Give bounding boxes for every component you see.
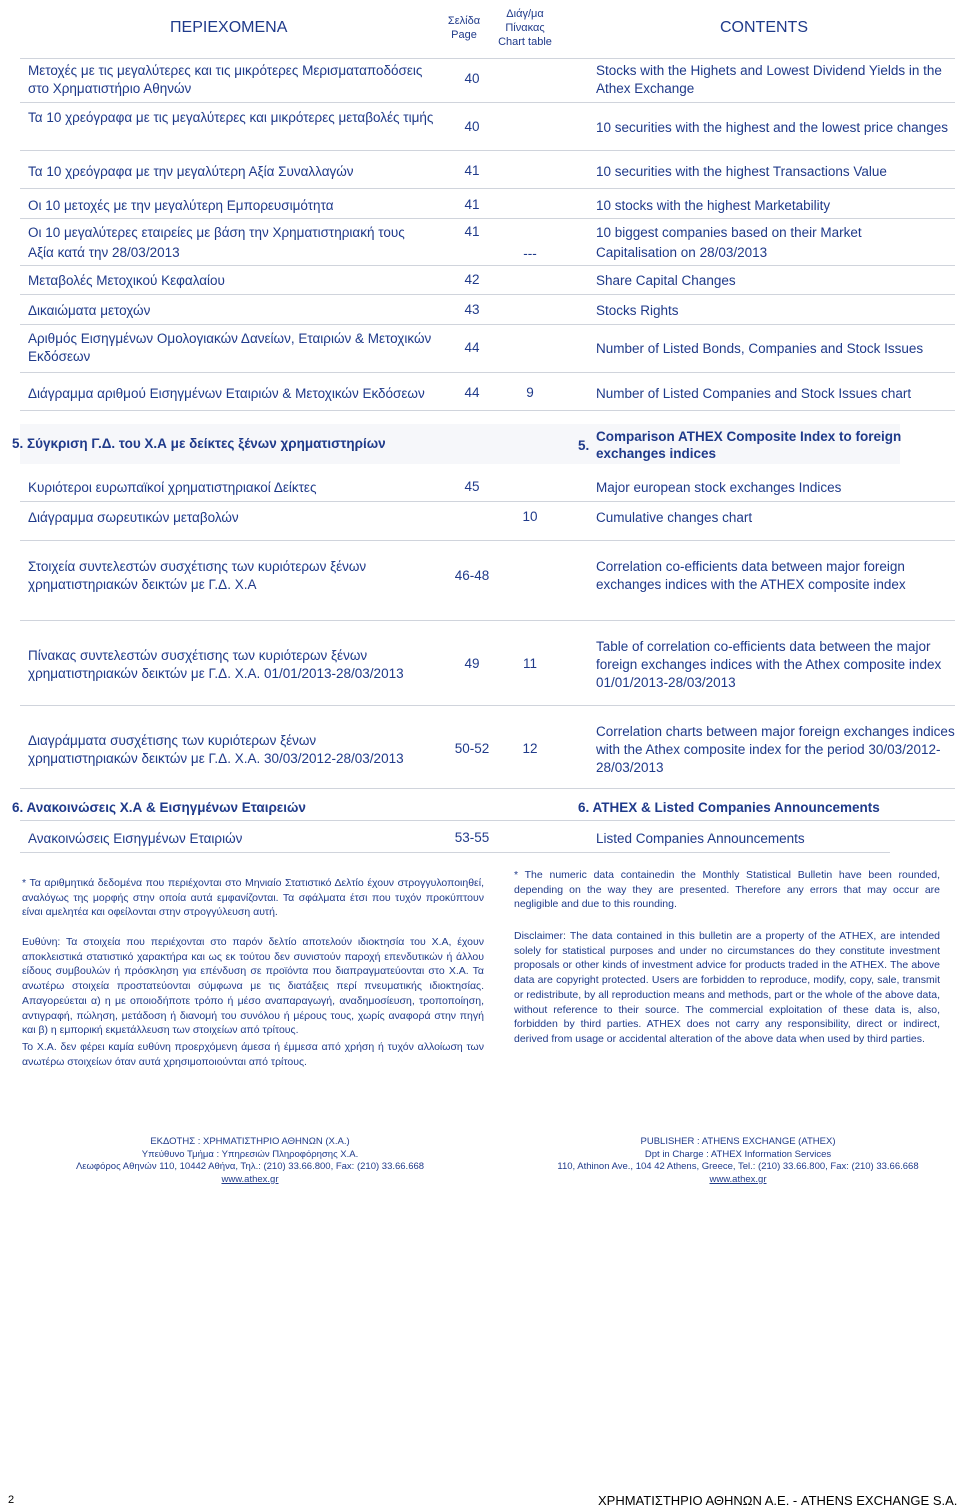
publisher-en-line2: Dpt in Charge : ATHEX Information Services xyxy=(644,1148,832,1160)
toc-row-gr: Κυριότεροι ευρωπαϊκοί χρηματιστηριακοί Δείκτες xyxy=(28,480,317,495)
toc-row-gr: Πίνακας συντελεστών συσχέτισης των κυριότερων ξένων χρηματιστηριακών δεικτών με Γ.Δ. Χ.Α. 01/01/2013-28/03/2013 xyxy=(28,648,404,681)
toc-row-en: Table of correlation co-efficients data between the major foreign exchanges indices with the Athex composite index 01/01/2013-28/03/2013 xyxy=(596,639,942,690)
row-rule xyxy=(20,265,955,266)
toc-row-chart: 9 xyxy=(526,385,534,400)
section-5-title-gr: 5. Σύγκριση Γ.Δ. του Χ.Α με δείκτες ξένων χρηματιστηρίων xyxy=(12,436,386,451)
toc-row-en: 10 biggest companies based on their Market xyxy=(596,225,862,240)
row-rule xyxy=(20,620,955,621)
toc-row-gr: Ανακοινώσεις Εισηγμένων Εταιριών xyxy=(28,831,243,846)
toc-row-gr: Διάγραμμα σωρευτικών μεταβολών xyxy=(28,510,239,525)
row-rule xyxy=(20,820,955,821)
toc-row-en: 10 securities with the highest Transactions Value xyxy=(596,164,887,179)
toc-row-gr: Τα 10 χρεόγραφα με τις μεγαλύτερες και μικρότερες μεταβολές τιμής xyxy=(28,110,434,125)
note-liability-gr: Το Χ.Α. δεν φέρει καμία ευθύνη προερχόμενη άμεσα ή έμμεσα από χρήση ή τυχόν αλλοίωση των ανωτέρω στοιχείων όταν αυτά χρησιμοποιούνται από τρίτους. xyxy=(22,1041,484,1068)
toc-row-chart: 11 xyxy=(522,656,537,671)
section-6-title-en: 6. ATHEX & Listed Companies Announcements xyxy=(578,800,880,815)
publisher-gr-line2: Υπεύθυνο Τμήμα : Υπηρεσιών Πληροφόρησης Χ.Α. xyxy=(141,1148,359,1160)
toc-row-en: 10 securities with the highest and the lowest price changes xyxy=(596,120,948,135)
chart-column-header-en: Chart table xyxy=(498,36,552,48)
toc-row-page: 41 xyxy=(464,163,480,178)
toc-row-gr: Δικαιώματα μετοχών xyxy=(28,303,151,318)
toc-row-page: 41 xyxy=(464,197,480,212)
toc-row-en: Capitalisation on 28/03/2013 xyxy=(596,245,768,260)
row-rule xyxy=(20,705,955,706)
publisher-gr xyxy=(40,1136,460,1186)
toc-row-en: 10 stocks with the highest Marketability xyxy=(596,198,831,213)
toc-row-chart: --- xyxy=(523,246,537,261)
toc-row-gr: Στοιχεία συντελεστών συσχέτισης των κυριότερων ξένων χρηματιστηριακών δεικτών με Γ.Δ. Χ.Α xyxy=(28,559,367,592)
section-6-title-gr: 6. Ανακοινώσεις Χ.Α & Εισηγμένων Εταιρειών xyxy=(12,800,306,815)
toc-row-en: Number of Listed Companies and Stock Issues chart xyxy=(596,386,912,401)
toc-row-page: 44 xyxy=(464,385,480,400)
toc-row-chart: 10 xyxy=(522,509,538,524)
row-rule xyxy=(20,540,955,541)
publisher-gr-line3: Λεωφόρος Αθηνών 110, 10442 Αθήνα, Τηλ.: (210) 33.66.800, Fax: (210) 33.66.668 xyxy=(75,1161,425,1172)
toc-row-page: 43 xyxy=(464,302,480,317)
toc-row-page: 45 xyxy=(464,479,480,494)
toc-row-page: 40 xyxy=(464,119,480,134)
row-rule xyxy=(20,294,955,295)
row-rule xyxy=(20,188,955,189)
page-column-header-en: Page xyxy=(451,29,477,41)
note-disclaimer-en: Disclaimer: The data contained in this bulletin are a property of the ATHEX, are intended solely for statistical purposes and under no circumstances do they constitute investment proposals or other kinds of investment advice for products traded in the ATHEX. The above data are copyright protected. Users are forbidden to reproduce, modify, copy, sale, transmit or redistribute, by all reproduction means and methods, part or the whole of the above data, without reference to their source. The commercial exploitation of these data is, also, forbidden by third parties. ATHEX does not carry any responsibility, direct or indirect, derived from usage or accidental alteration of the above data when used by third parties. xyxy=(514,930,940,1045)
toc-row-page: 46-48 xyxy=(454,568,490,583)
athex-link-en[interactable]: www.athex.gr xyxy=(709,1173,767,1185)
toc-row-page: 49 xyxy=(464,656,480,671)
page-column-header-gr: Σελίδα xyxy=(447,15,481,27)
toc-row-gr: Αριθμός Εισηγμένων Ομολογιακών Δανείων, Εταιριών & Μετοχικών Εκδόσεων xyxy=(28,331,432,364)
toc-row-gr: Οι 10 μετοχές με την μεγαλύτερη Εμπορευσιμότητα xyxy=(28,198,334,213)
row-rule xyxy=(20,218,955,219)
toc-row-page: 53-55 xyxy=(454,830,490,845)
toc-row-page: 41 xyxy=(464,224,480,239)
section-5-title-en: Comparison ATHEX Composite Index to foreign exchanges indices xyxy=(596,429,902,461)
toc-row-en: Share Capital Changes xyxy=(596,273,736,288)
toc-row-gr: Τα 10 χρεόγραφα με την μεγαλύτερη Αξία Συναλλαγών xyxy=(28,164,354,179)
note-rounding-gr: * Τα αριθμητικά δεδομένα που περιέχονται στο Μηνιαίο Στατιστικό Δελτίο έχουν στρογγυλοποιηθεί, αναλόγως της μορφής στην οποία αυτά εμφανίζονται. Τα σφάλματα έτσι που τυχόν προκύπτουν είναι αμελητέα και οφείλονται στην στρογγύλευση αυτή. xyxy=(22,877,484,919)
publisher-en-line1: PUBLISHER : ATHENS EXCHANGE (ATHEX) xyxy=(640,1136,836,1147)
row-rule xyxy=(20,372,955,373)
toc-row-en: Major european stock exchanges Indices xyxy=(596,480,842,495)
note-disclaimer-gr: Ευθύνη: Τα στοιχεία που περιέχονται στο παρόν δελτίο αποτελούν ιδιοκτησία του Χ.Α, έχουν αποκλειστικά στατιστικό χαρακτήρα και ως εκ τούτου δεν συνιστούν παροχή επενδυτικών ή άλλου είδους συμβουλών ή πρόσκληση για επένδυση σε προϊόντα που διαπραγματεύονται στο Χ.Α. Τα ανωτέρω στοιχεία προστατεύονται σύμφωνα με τις διατάξεις περί πνευματικής ιδιοκτησίας. Απαγορεύεται α) η με οποιοδήποτε τρόπο ή μέσο αναπαραγωγή, αναδημοσίευση, τροποποίηση, αντιγραφή, πώληση, μετάδοση ή διανομή του συνόλου ή μέρους τους, χωρίς αναφορά στην πηγή και β) η εμπορική εκμετάλλευση των στοιχείων από τρίτους. xyxy=(22,936,484,1037)
toc-row-en: Stocks with the Highets and Lowest Dividend Yields in the Athex Exchange xyxy=(596,63,942,96)
row-rule xyxy=(20,410,955,411)
toc-row-page: 40 xyxy=(464,71,480,86)
toc-row-en: Cumulative changes chart xyxy=(596,510,753,525)
toc-row-en: Number of Listed Bonds, Companies and Stock Issues xyxy=(596,341,924,356)
toc-row-gr: Οι 10 μεγαλύτερες εταιρείες με βάση την Χρηματιστηριακή τους xyxy=(28,225,405,240)
row-rule xyxy=(20,102,955,103)
toc-row-en: Listed Companies Announcements xyxy=(596,831,805,846)
row-rule xyxy=(20,324,955,325)
toc-row-page: 42 xyxy=(464,272,480,287)
toc-row-gr: Διαγράμματα συσχέτισης των κυριότερων ξένων χρηματιστηριακών δεικτών με Γ.Δ. Χ.Α. 30/03/2012-28/03/2013 xyxy=(28,733,404,766)
publisher-gr-line1: ΕΚΔΟΤΗΣ : ΧΡΗΜΑΤΙΣΤΗΡΙΟ ΑΘΗΝΩΝ (Χ.Α.) xyxy=(150,1136,350,1147)
note-rounding-en: * The numeric data containedin the Monthly Statistical Bulletin have been rounded, depending on the way they are presented. Therefore any errors that may occur are negligible and due to this rounding. xyxy=(514,869,940,911)
toc-row-chart: 12 xyxy=(522,741,538,756)
page-number: 2 xyxy=(8,1494,15,1506)
chart-column-header-gr: Διάγ/μα Πίνακας xyxy=(505,8,545,34)
header-rule xyxy=(20,58,955,59)
footer-brand: ΧΡΗΜΑΤΙΣΤΗΡΙΟ ΑΘΗΝΩΝ Α.Ε. - ATHENS EXCHANGE S.A. xyxy=(598,1493,958,1508)
athex-link-gr[interactable]: www.athex.gr xyxy=(221,1173,279,1185)
toc-row-page: 50-52 xyxy=(454,741,490,756)
english-contents-title: CONTENTS xyxy=(720,19,808,36)
toc-row-en: Correlation co-efficients data between major foreign exchanges indices with the ATHEX composite index xyxy=(596,559,906,592)
section-5-number-en: 5. xyxy=(578,438,590,453)
row-rule xyxy=(20,852,890,853)
greek-contents-title: ΠΕΡΙΕΧΟΜΕΝΑ xyxy=(170,19,288,36)
toc-row-en: Correlation charts between major foreign exchanges indices with the Athex composite index for the period 30/03/2012-28/03/2013 xyxy=(596,724,955,775)
row-rule xyxy=(20,501,955,502)
row-rule xyxy=(20,788,955,789)
publisher-en xyxy=(520,1136,956,1186)
toc-row-gr: Αξία κατά την 28/03/2013 xyxy=(28,245,180,260)
publisher-en-line3: 110, Athinon Ave., 104 42 Athens, Greece, Tel.: (210) 33.66.800, Fax: (210) 33.66.668 xyxy=(557,1161,919,1172)
toc-row-gr: Μεταβολές Μετοχικού Κεφαλαίου xyxy=(28,273,225,288)
toc-row-gr: Διάγραμμα αριθμού Εισηγμένων Εταιριών & Μετοχικών Εκδόσεων xyxy=(28,386,425,401)
row-rule xyxy=(20,150,955,151)
toc-row-gr: Μετοχές με τις μεγαλύτερες και τις μικρότερες Μερισματαποδόσεις στο Χρηματιστήριο Αθηνών xyxy=(28,63,423,96)
toc-row-page: 44 xyxy=(464,340,480,355)
toc-row-en: Stocks Rights xyxy=(596,303,679,318)
